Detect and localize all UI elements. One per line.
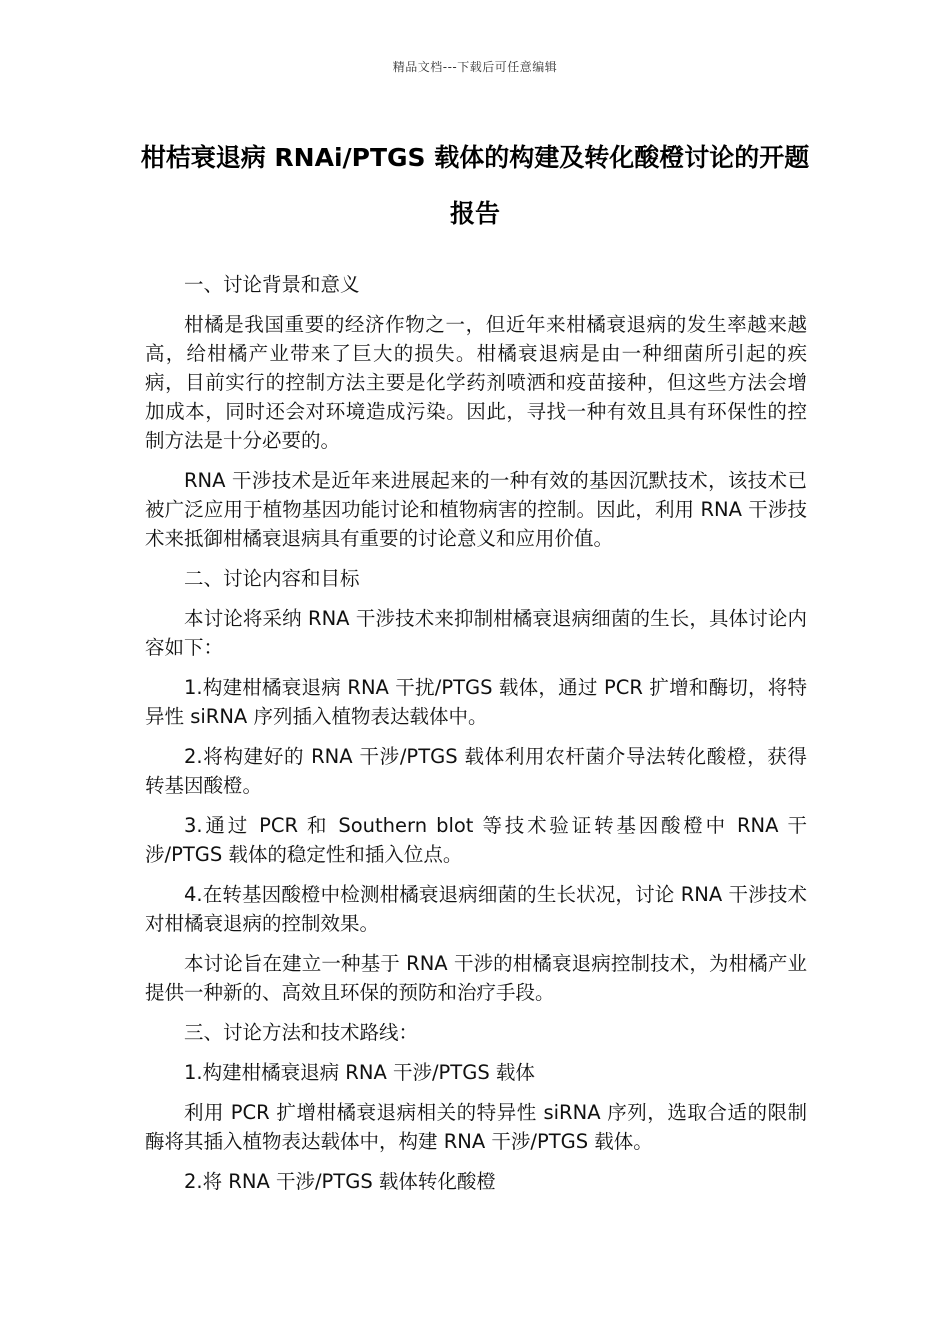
section-heading-methods: 三、讨论方法和技术路线： [184, 1021, 419, 1044]
paragraph: 本讨论旨在建立一种基于 RNA 干涉的柑橘衰退病控制技术，为柑橘产业提供一种新的、高效且环保的预防和治疗手段。 [145, 952, 807, 1004]
paragraph: 柑橘是我国重要的经济作物之一，但近年来柑橘衰退病的发生率越来越高，给柑橘产业带来了巨大的损失。柑橘衰退病是由一种细菌所引起的疾病，目前实行的控制方法主要是化学药剂喷洒和疫苗接种，但这些方法会增加成本，同时还会对环境造成污染。因此，寻找一种有效且具有环保性的控制方法是十分必要的。 [145, 313, 807, 452]
section-heading-content: 二、讨论内容和目标 [184, 567, 360, 590]
page-header-note: 精品文档---下载后可任意编辑 [392, 60, 558, 74]
paragraph: RNA 干涉技术是近年来进展起来的一种有效的基因沉默技术，该技术已被广泛应用于植物基因功能讨论和植物病害的控制。因此，利用 RNA 干涉技术来抵御柑橘衰退病具有重要的讨论意义和应用价值。 [145, 469, 807, 550]
section-heading-background: 一、讨论背景和意义 [184, 273, 360, 296]
list-item: 3.通过 PCR 和 Southern blot 等技术验证转基因酸橙中 RNA 干涉/PTGS 载体的稳定性和插入位点。 [145, 814, 807, 866]
document-title: 柑桔衰退病 RNAi/PTGS 载体的构建及转化酸橙讨论的开题报告 [140, 143, 810, 228]
paragraph: 本讨论将采纳 RNA 干涉技术来抑制柑橘衰退病细菌的生长，具体讨论内容如下： [145, 607, 807, 659]
subheading: 1.构建柑橘衰退病 RNA 干涉/PTGS 载体 [184, 1061, 535, 1084]
subheading: 2.将 RNA 干涉/PTGS 载体转化酸橙 [184, 1170, 496, 1193]
document-body [145, 270, 807, 1207]
list-item: 4.在转基因酸橙中检测柑橘衰退病细菌的生长状况，讨论 RNA 干涉技术对柑橘衰退病的控制效果。 [145, 883, 807, 935]
paragraph: 利用 PCR 扩增柑橘衰退病相关的特异性 siRNA 序列，选取合适的限制酶将其插入植物表达载体中，构建 RNA 干涉/PTGS 载体。 [145, 1101, 807, 1153]
list-item: 2.将构建好的 RNA 干涉/PTGS 载体利用农杆菌介导法转化酸橙，获得转基因酸橙。 [145, 745, 807, 797]
list-item: 1.构建柑橘衰退病 RNA 干扰/PTGS 载体，通过 PCR 扩增和酶切，将特异性 siRNA 序列插入植物表达载体中。 [145, 676, 807, 728]
